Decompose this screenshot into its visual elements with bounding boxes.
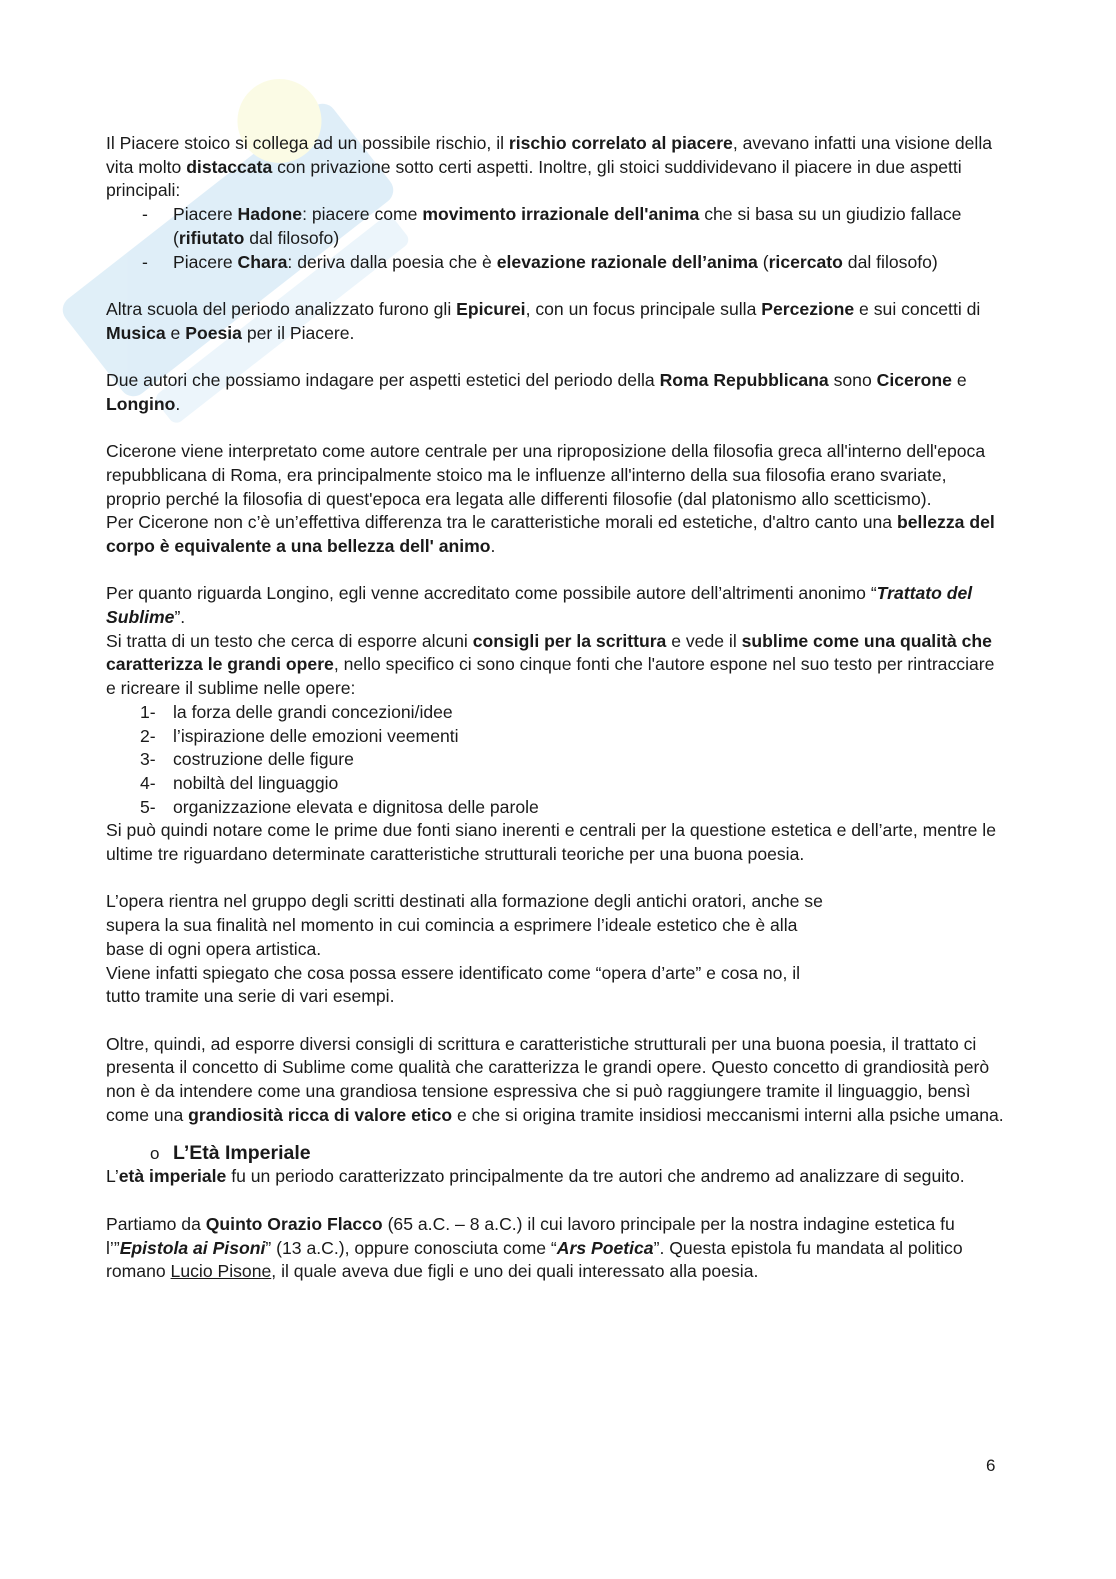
pleasure-types-list (106, 203, 1006, 274)
paragraph-sources-note: Si può quindi notare come le prime due fonti siano inerenti e centrali per la questione estetica e dell’arte, mentre le ultime tre riguardano determinate caratteristiche strutturali teoriche per una buona poesia. (106, 820, 996, 865)
paragraph-horace: Partiamo da Quinto Orazio Flacco (65 a.C. – 8 a.C.) il cui lavoro principale per la nostra indagine estetica fu l’”Epistola ai Pisoni” (13 a.C.), oppure conosciuta come “Ars Poetica”. Questa epistola fu mandata al politico romano Lucio Pisone, il quale aveva due figli e uno dei quali interessato alla poesia. (106, 1213, 963, 1282)
list-item: - Piacere Chara: deriva dalla poesia che è elevazione razionale dell’anima (ricercato dal filosofo) (106, 251, 1006, 275)
paragraph-epicureans: Altra scuola del periodo analizzato furono gli Epicurei, con un focus principale sulla Percezione e sui concetti di Musica e Poesia per il Piacere. (106, 298, 981, 343)
paragraph-art-examples: Viene infatti spiegato che cosa possa essere identificato come “opera d’arte” e cosa no, il tutto tramite una serie di vari esempi. (106, 962, 801, 1007)
document-body (106, 132, 1006, 1284)
paragraph-orators: L’opera rientra nel gruppo degli scritti destinati alla formazione degli antichi oratori, anche se supera la sua finalità nel momento in cui comincia a esprimere l’ideale estetico che è alla base di ogni opera artistica. (106, 891, 823, 959)
list-item: 4- nobiltà del linguaggio (140, 772, 339, 793)
list-item: 1- la forza delle grandi concezioni/idee (140, 701, 453, 722)
lucio-pisone-link[interactable]: Lucio Pisone (170, 1261, 272, 1282)
paragraph-cicero-beauty: Per Cicerone non c’è un’effettiva differenza tra le caratteristiche morali ed estetiche, d'altro canto una bellezza del corpo è equivalente a una bellezza dell' animo. (106, 512, 995, 556)
list-item: 2- l’ispirazione delle emozioni veementi (140, 725, 459, 746)
paragraph-sublime-concept: Oltre, quindi, ad esporre diversi consigli di scrittura e caratteristiche strutturali per una buona poesia, il trattato ci presenta il concetto di Sublime come qualità che caratterizza le grandi opere. Questo concetto di grandiosità però non è da intendere come una grandiosa tensione espressiva che si può raggiungere tramite il linguaggio, bensì come una grandiosità ricca di valore etico e che si origina tramite insidiosi meccanismi interni alla psiche umana. (106, 1033, 1004, 1125)
paragraph-republican-authors: Due autori che possiamo indagare per aspetti estetici del periodo della Roma Repubblicana sono Cicerone e Longino. (106, 370, 967, 414)
paragraph-imperial-age: L’età imperiale fu un periodo caratterizzato principalmente da tre autori che andremo ad analizzare di seguito. (106, 1166, 965, 1187)
list-item: 3- costruzione delle figure (140, 749, 354, 770)
paragraph-cicero: Cicerone viene interpretato come autore centrale per una riproposizione della filosofia greca all'interno dell'epoca repubblicana di Roma, era principalmente stoico ma le influenze all'interno della sua filosofia erano svariate, proprio perché la filosofia di quest'epoca era legata alle differenti filosofie (dal platonismo allo scetticismo). (106, 441, 986, 509)
bullet-icon: o (150, 1144, 160, 1164)
paragraph-stoic-pleasure: Il Piacere stoico si collega ad un possibile rischio, il rischio correlato al piacere, avevano infatti una visione della vita molto distaccata con privazione sotto certi aspetti. Inoltre, gli stoici suddividevano il piacere in due aspetti principali: (106, 133, 993, 201)
list-item: - Piacere Hadone: piacere come movimento irrazionale dell'anima che si basa su un giudizio fallace (rifiutato dal filosofo) (106, 203, 1006, 250)
paragraph-sublime-treatise: Si tratta di un testo che cerca di esporre alcuni consigli per la scrittura e vede il sublime come una qualità che caratterizza le grandi opere, nello specifico ci sono cinque fonti che l'autore espone nel suo testo per rintracciare e ricreare il sublime nelle opere: (106, 630, 995, 699)
paragraph-longinus: Per quanto riguarda Longino, egli venne accreditato come possibile autore dell’altrimenti anonimo “Trattato del Sublime”. (106, 583, 973, 627)
sublime-sources-list (106, 701, 1006, 820)
list-item: 5- organizzazione elevata e dignitosa delle parole (140, 796, 539, 817)
section-heading-imperial-age: o L’Età Imperiale (150, 1142, 311, 1165)
page-number: 6 (986, 1456, 996, 1475)
